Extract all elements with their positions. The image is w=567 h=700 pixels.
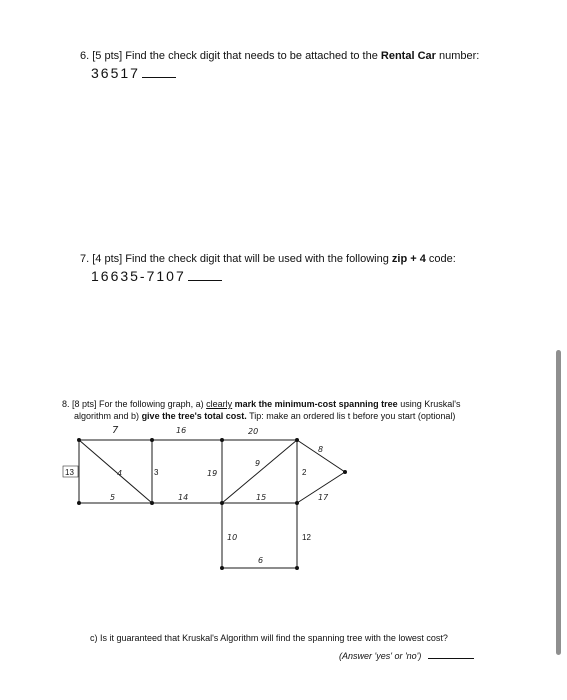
weight-6: 6 (258, 556, 264, 565)
q7-bold: zip + 4 (391, 253, 426, 265)
q8-bold-1: mark the minimum-cost spanning tree (234, 399, 398, 409)
weight-19: 19 (207, 469, 218, 478)
graph-node (77, 438, 81, 442)
q7-points: [4 pts] (92, 253, 123, 265)
graph-node (220, 501, 224, 505)
weight-5: 5 (110, 493, 116, 502)
weight-15: 15 (256, 493, 267, 502)
q8-label: 8. (62, 399, 70, 409)
q8-underlined: clearly (206, 399, 233, 409)
q7-label: 7. (80, 253, 90, 265)
q8-line2-end: Tip: make an ordered lis t before you start (optional) (249, 411, 456, 421)
q8c-label: c) (90, 633, 98, 643)
q8-line1-end: using Kruskal's (400, 399, 461, 409)
weight-10: 10 (227, 533, 238, 542)
weight-16: 16 (176, 426, 187, 435)
weight-9: 9 (255, 459, 261, 468)
q6-number-text: 36517 (91, 65, 140, 81)
graph-node (77, 501, 81, 505)
q6-points: [5 pts] (92, 50, 123, 62)
weight-17: 17 (318, 493, 329, 502)
q6-text: Find the check digit that needs to be attached to the (125, 50, 378, 62)
graph-node (295, 566, 299, 570)
weight-2: 2 (302, 468, 307, 477)
weight-20: 20 (248, 427, 259, 436)
question-8c-prompt (90, 631, 448, 645)
q6-text-end: number: (439, 50, 480, 62)
q7-text: Find the check digit that will be used with the following (125, 253, 389, 265)
graph-node (343, 470, 347, 474)
weight-4: 4 (117, 469, 123, 478)
weight-3: 3 (154, 468, 159, 477)
edge-diag-4 (79, 440, 152, 503)
q8-bold-2: give the tree's total cost. (141, 411, 247, 421)
q8-line2: algorithm and b) (74, 411, 140, 421)
weight-8: 8 (318, 445, 324, 454)
weight-14: 14 (178, 493, 189, 502)
q6-bold: Rental Car (380, 50, 436, 62)
q8c-answer-hint (339, 649, 474, 663)
weight-12: 12 (302, 533, 311, 542)
q8c-answer-blank (428, 650, 474, 659)
graph-node (150, 438, 154, 442)
q6-label: 6. (80, 50, 90, 62)
q8c-text: Is it guaranteed that Kruskal's Algorithm will find the spanning tree with the lowest cost? (100, 633, 448, 643)
weight-13: 13 (65, 468, 74, 477)
graph-node (295, 438, 299, 442)
q7-text-end: code: (428, 253, 456, 265)
q7-number-text: 16635-7107 (91, 268, 186, 284)
graph-node (220, 566, 224, 570)
graph-node (220, 438, 224, 442)
weight-7: 7 (112, 425, 119, 436)
graph-node (295, 501, 299, 505)
graph-node (150, 501, 154, 505)
q8c-answer-hint-text: (Answer 'yes' or 'no') (339, 651, 422, 661)
q8-line1: [8 pts] For the following graph, a) (72, 399, 204, 409)
